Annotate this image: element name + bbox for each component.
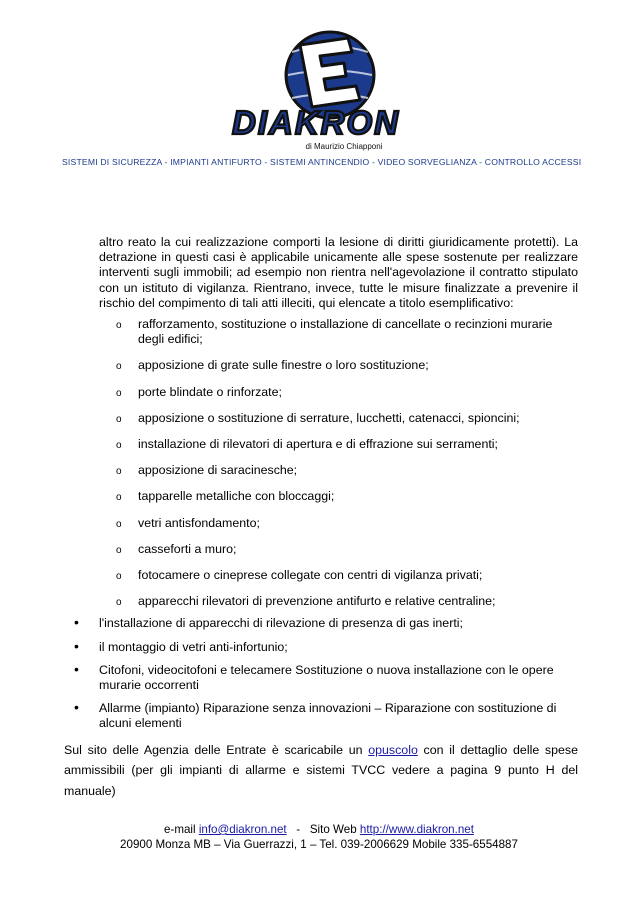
opuscolo-link[interactable]: opuscolo bbox=[368, 742, 418, 757]
list-item bbox=[99, 385, 578, 400]
main-list bbox=[64, 616, 578, 731]
circle-bullet-icon: o bbox=[116, 518, 122, 530]
list-item bbox=[64, 701, 578, 731]
circle-bullet-icon: o bbox=[116, 466, 122, 478]
list-item bbox=[99, 568, 578, 583]
agenzia-paragraph bbox=[64, 740, 578, 802]
list-item-text: rafforzamento, sostituzione o installazione di cancellate o recinzioni murarie degli edifici; bbox=[138, 317, 553, 347]
list-item-text: installazione di rilevatori di apertura e di effrazione sui serramenti; bbox=[138, 437, 498, 452]
svg-text:di Maurizio Chiapponi: di Maurizio Chiapponi bbox=[305, 142, 383, 151]
email-link[interactable]: info@diakron.net bbox=[198, 823, 287, 836]
circle-bullet-icon: o bbox=[116, 544, 122, 556]
list-item-text: vetri antisfondamento; bbox=[138, 515, 260, 530]
website-label: - Sito Web bbox=[286, 823, 360, 836]
footer-address: 20900 Monza MB – Via Guerrazzi, 1 – Tel. 039-2006629 Mobile 335-6554887 bbox=[120, 838, 518, 851]
list-item-text: porte blindate o rinforzate; bbox=[138, 384, 282, 399]
list-item bbox=[99, 542, 578, 557]
list-item-text: tapparelle metalliche con bloccaggi; bbox=[138, 489, 335, 504]
dot-bullet-icon: • bbox=[74, 660, 79, 677]
brand-wordmark bbox=[232, 104, 400, 151]
circle-bullet-icon: o bbox=[116, 361, 122, 373]
document-body bbox=[64, 235, 578, 801]
list-item-text: fotocamere o cineprese collegate con centri di vigilanza privati; bbox=[138, 568, 483, 583]
svg-text:DIAKRON: DIAKRON bbox=[232, 104, 400, 141]
circle-bullet-icon: o bbox=[116, 571, 122, 583]
list-item bbox=[99, 489, 578, 504]
list-item-text: apparecchi rilevatori di prevenzione antifurto e relative centraline; bbox=[138, 594, 496, 609]
dot-bullet-icon: • bbox=[74, 614, 79, 631]
diakron-logo bbox=[0, 0, 638, 155]
circle-bullet-icon: o bbox=[116, 413, 122, 425]
para-text-start: Sul sito delle Agenzia delle Entrate è scaricabile un bbox=[64, 742, 369, 757]
list-item-text: apposizione di grate sulle finestre o loro sostituzione; bbox=[138, 358, 429, 373]
circle-bullet-icon: o bbox=[116, 492, 122, 504]
letterhead bbox=[0, 0, 638, 185]
footer-contacts bbox=[0, 823, 638, 836]
list-item bbox=[99, 516, 578, 531]
list-item bbox=[99, 437, 578, 452]
company-tagline: SISTEMI DI SICUREZZA - IMPIANTI ANTIFURTO - SISTEMI ANTINCENDIO - VIDEO SORVEGLIANZA - CONTROLLO ACCESSI bbox=[62, 157, 582, 167]
email-label: e-mail bbox=[164, 823, 199, 836]
list-item-text: l'installazione di apparecchi di rilevazione di presenza di gas inerti; bbox=[99, 616, 463, 631]
circle-bullet-icon: o bbox=[116, 320, 122, 332]
list-item-text: Allarme (impianto) Riparazione senza innovazioni – Riparazione con sostituzione di alcuni elementi bbox=[99, 701, 557, 731]
circle-bullet-icon: o bbox=[116, 597, 122, 609]
list-item bbox=[64, 616, 578, 631]
dot-bullet-icon: • bbox=[74, 699, 79, 716]
circle-bullet-icon: o bbox=[116, 387, 122, 399]
list-item-text: il montaggio di vetri anti-infortunio; bbox=[99, 639, 288, 654]
list-item-text: apposizione di saracinesche; bbox=[138, 463, 298, 478]
sub-list bbox=[99, 317, 578, 609]
list-item-text: apposizione o sostituzione di serrature, lucchetti, catenacci, spioncini; bbox=[138, 410, 520, 425]
list-item bbox=[99, 358, 578, 373]
list-item bbox=[64, 637, 578, 655]
list-item bbox=[99, 594, 578, 609]
circle-bullet-icon: o bbox=[116, 440, 122, 452]
list-item bbox=[64, 660, 578, 693]
para-text-end: con il dettaglio delle spese ammissibili (per gli impianti di allarme e sistemi TVCC vedere a pagina 9 punto H del manuale) bbox=[64, 742, 578, 798]
list-item-text: Citofoni, videocitofoni e telecamere Sostituzione o nuova installazione con le opere murarie occorrenti bbox=[99, 662, 554, 693]
website-link[interactable]: http://www.diakron.net bbox=[359, 823, 474, 836]
list-item bbox=[99, 463, 578, 478]
list-item bbox=[99, 411, 578, 426]
list-item-text: casseforti a muro; bbox=[138, 541, 237, 556]
dot-bullet-icon: • bbox=[74, 637, 79, 654]
intro-paragraph: altro reato la cui realizzazione comporti la lesione di diritti giuridicamente protetti). La detrazione in questi casi è applicabile unicamente alle spese sostenute per realizzare interventi sugli immobili; ad esempio non rientra nell'agevolazione il contratto stipulato con un istituto di vigilanza. Rientrano, invece, tutte le misure finalizzate a prevenire il rischio del compimento di tali atti illeciti, qui elencate a titolo esemplificativo: bbox=[99, 235, 578, 310]
list-item bbox=[99, 317, 578, 347]
